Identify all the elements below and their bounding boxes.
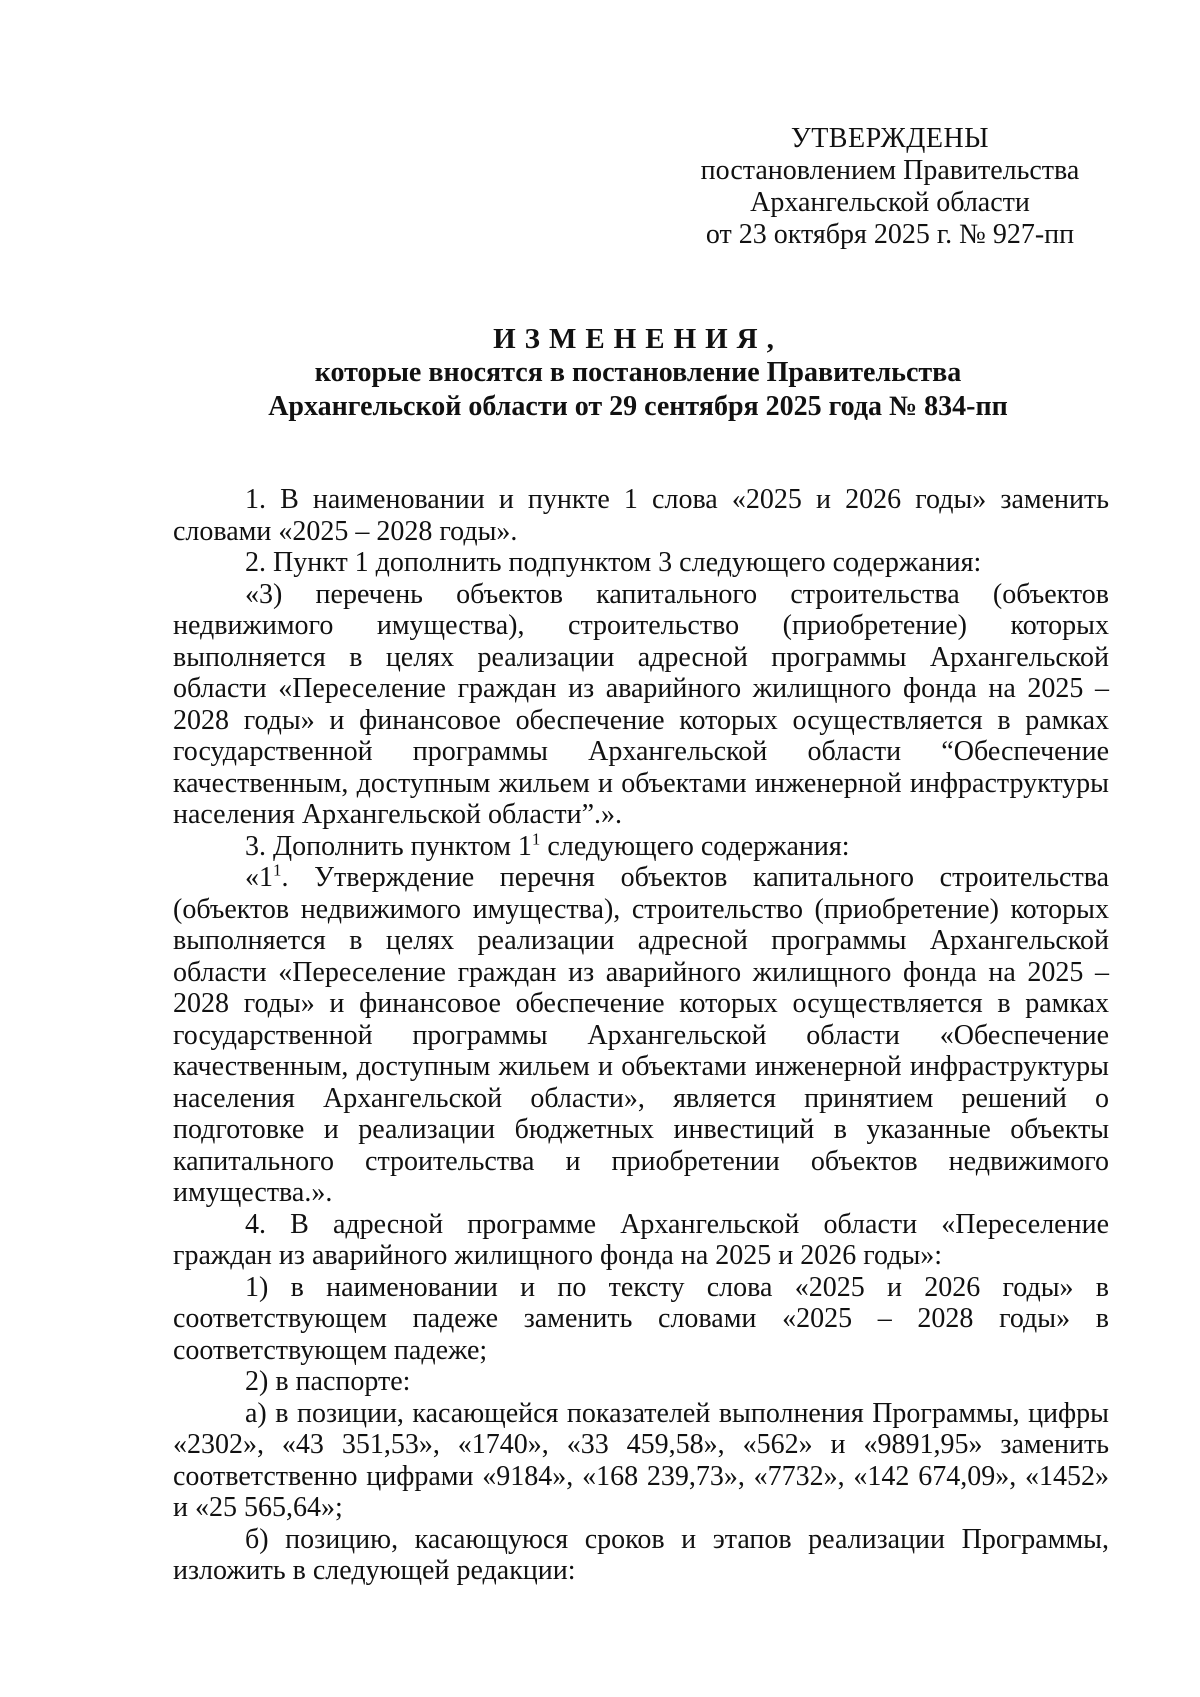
document-heading [173, 322, 1103, 424]
paragraph-9: а) в позиции, касающейся показателей выполнения Программы, цифры «2302», «43 351,53», «1740», «33 459,58», «562» и «9891,95» заменить соответственно цифрами «9184», «168 239,73», «7732», «142 674,09», «1452» и «25 565,64»; [173, 1397, 1109, 1523]
paragraph-4 [173, 831, 1109, 863]
paragraph-5-text: . Утверждение перечня объектов капитального строительства (объектов недвижимого имущества), строительство (приобретение) которых выполняется в целях реализации адресной программы Архангельской области «Переселение граждан из аварийного жилищного фонда на 2025 – 2028 годы» и финансовое обеспечение которых осуществляется в рамках государственной программы Архангельской области «Обеспечение качественным, доступным жильем и объектами инженерной инфраструктуры населения Архангельской области», является принятием решений о подготовке и реализации бюджетных инвестиций в указанные объекты капитального строительства и приобретении объектов недвижимого имущества.». [173, 862, 1109, 1208]
document-title: ИЗМЕНЕНИЯ, [493, 323, 783, 355]
document-body [173, 484, 1109, 1587]
document-subtitle-line1: которые вносятся в постановление Правительства [314, 357, 962, 388]
paragraph-10: б) позицию, касающуюся сроков и этапов реализации Программы, изложить в следующей редакции: [173, 1523, 1109, 1586]
approval-title: УТВЕРЖДЕНЫ [790, 123, 990, 154]
paragraph-4-text: 3. Дополнить пунктом 1 [245, 830, 532, 862]
paragraph-4-superscript: 1 [531, 829, 541, 849]
approval-stamp [690, 123, 1090, 251]
paragraph-3: «3) перечень объектов капитального строительства (объектов недвижимого имущества), строительство (приобретение) которых выполняется в целях реализации адресной программы Архангельской области «Переселение граждан из аварийного жилищного фонда на 2025 – 2028 годы» и финансовое обеспечение которых осуществляется в рамках государственной программы Архангельской области “Обеспечение качественным, доступным жильем и объектами инженерной инфраструктуры населения Архангельской области”.». [173, 578, 1109, 830]
paragraph-4-tail: следующего содержания: [540, 830, 850, 862]
paragraph-5-open: «1 [245, 862, 273, 893]
paragraph-1: 1. В наименовании и пункте 1 слова «2025 и 2026 годы» заменить словами «2025 – 2028 годы». [173, 484, 1109, 547]
paragraph-8: 2) в паспорте: [245, 1366, 411, 1397]
paragraph-2: 2. Пункт 1 дополнить подпунктом 3 следующего содержания: [245, 547, 982, 578]
approval-date-number: от 23 октября 2025 г. № 927-пп [705, 219, 1075, 250]
approval-region: Архангельской области [750, 187, 1030, 218]
document-subtitle-line2: Архангельской области от 29 сентября 2025 года № 834-пп [268, 391, 1008, 422]
approval-authority: постановлением Правительства [700, 155, 1080, 186]
paragraph-5 [173, 862, 1109, 1209]
paragraph-5-superscript: 1 [273, 860, 282, 880]
paragraph-6: 4. В адресной программе Архангельской области «Переселение граждан из аварийного жилищного фонда на 2025 и 2026 годы»: [173, 1208, 1109, 1271]
paragraph-7: 1) в наименовании и по тексту слова «2025 и 2026 годы» в соответствующем падеже заменить словами «2025 – 2028 годы» в соответствующем падеже; [173, 1271, 1109, 1366]
